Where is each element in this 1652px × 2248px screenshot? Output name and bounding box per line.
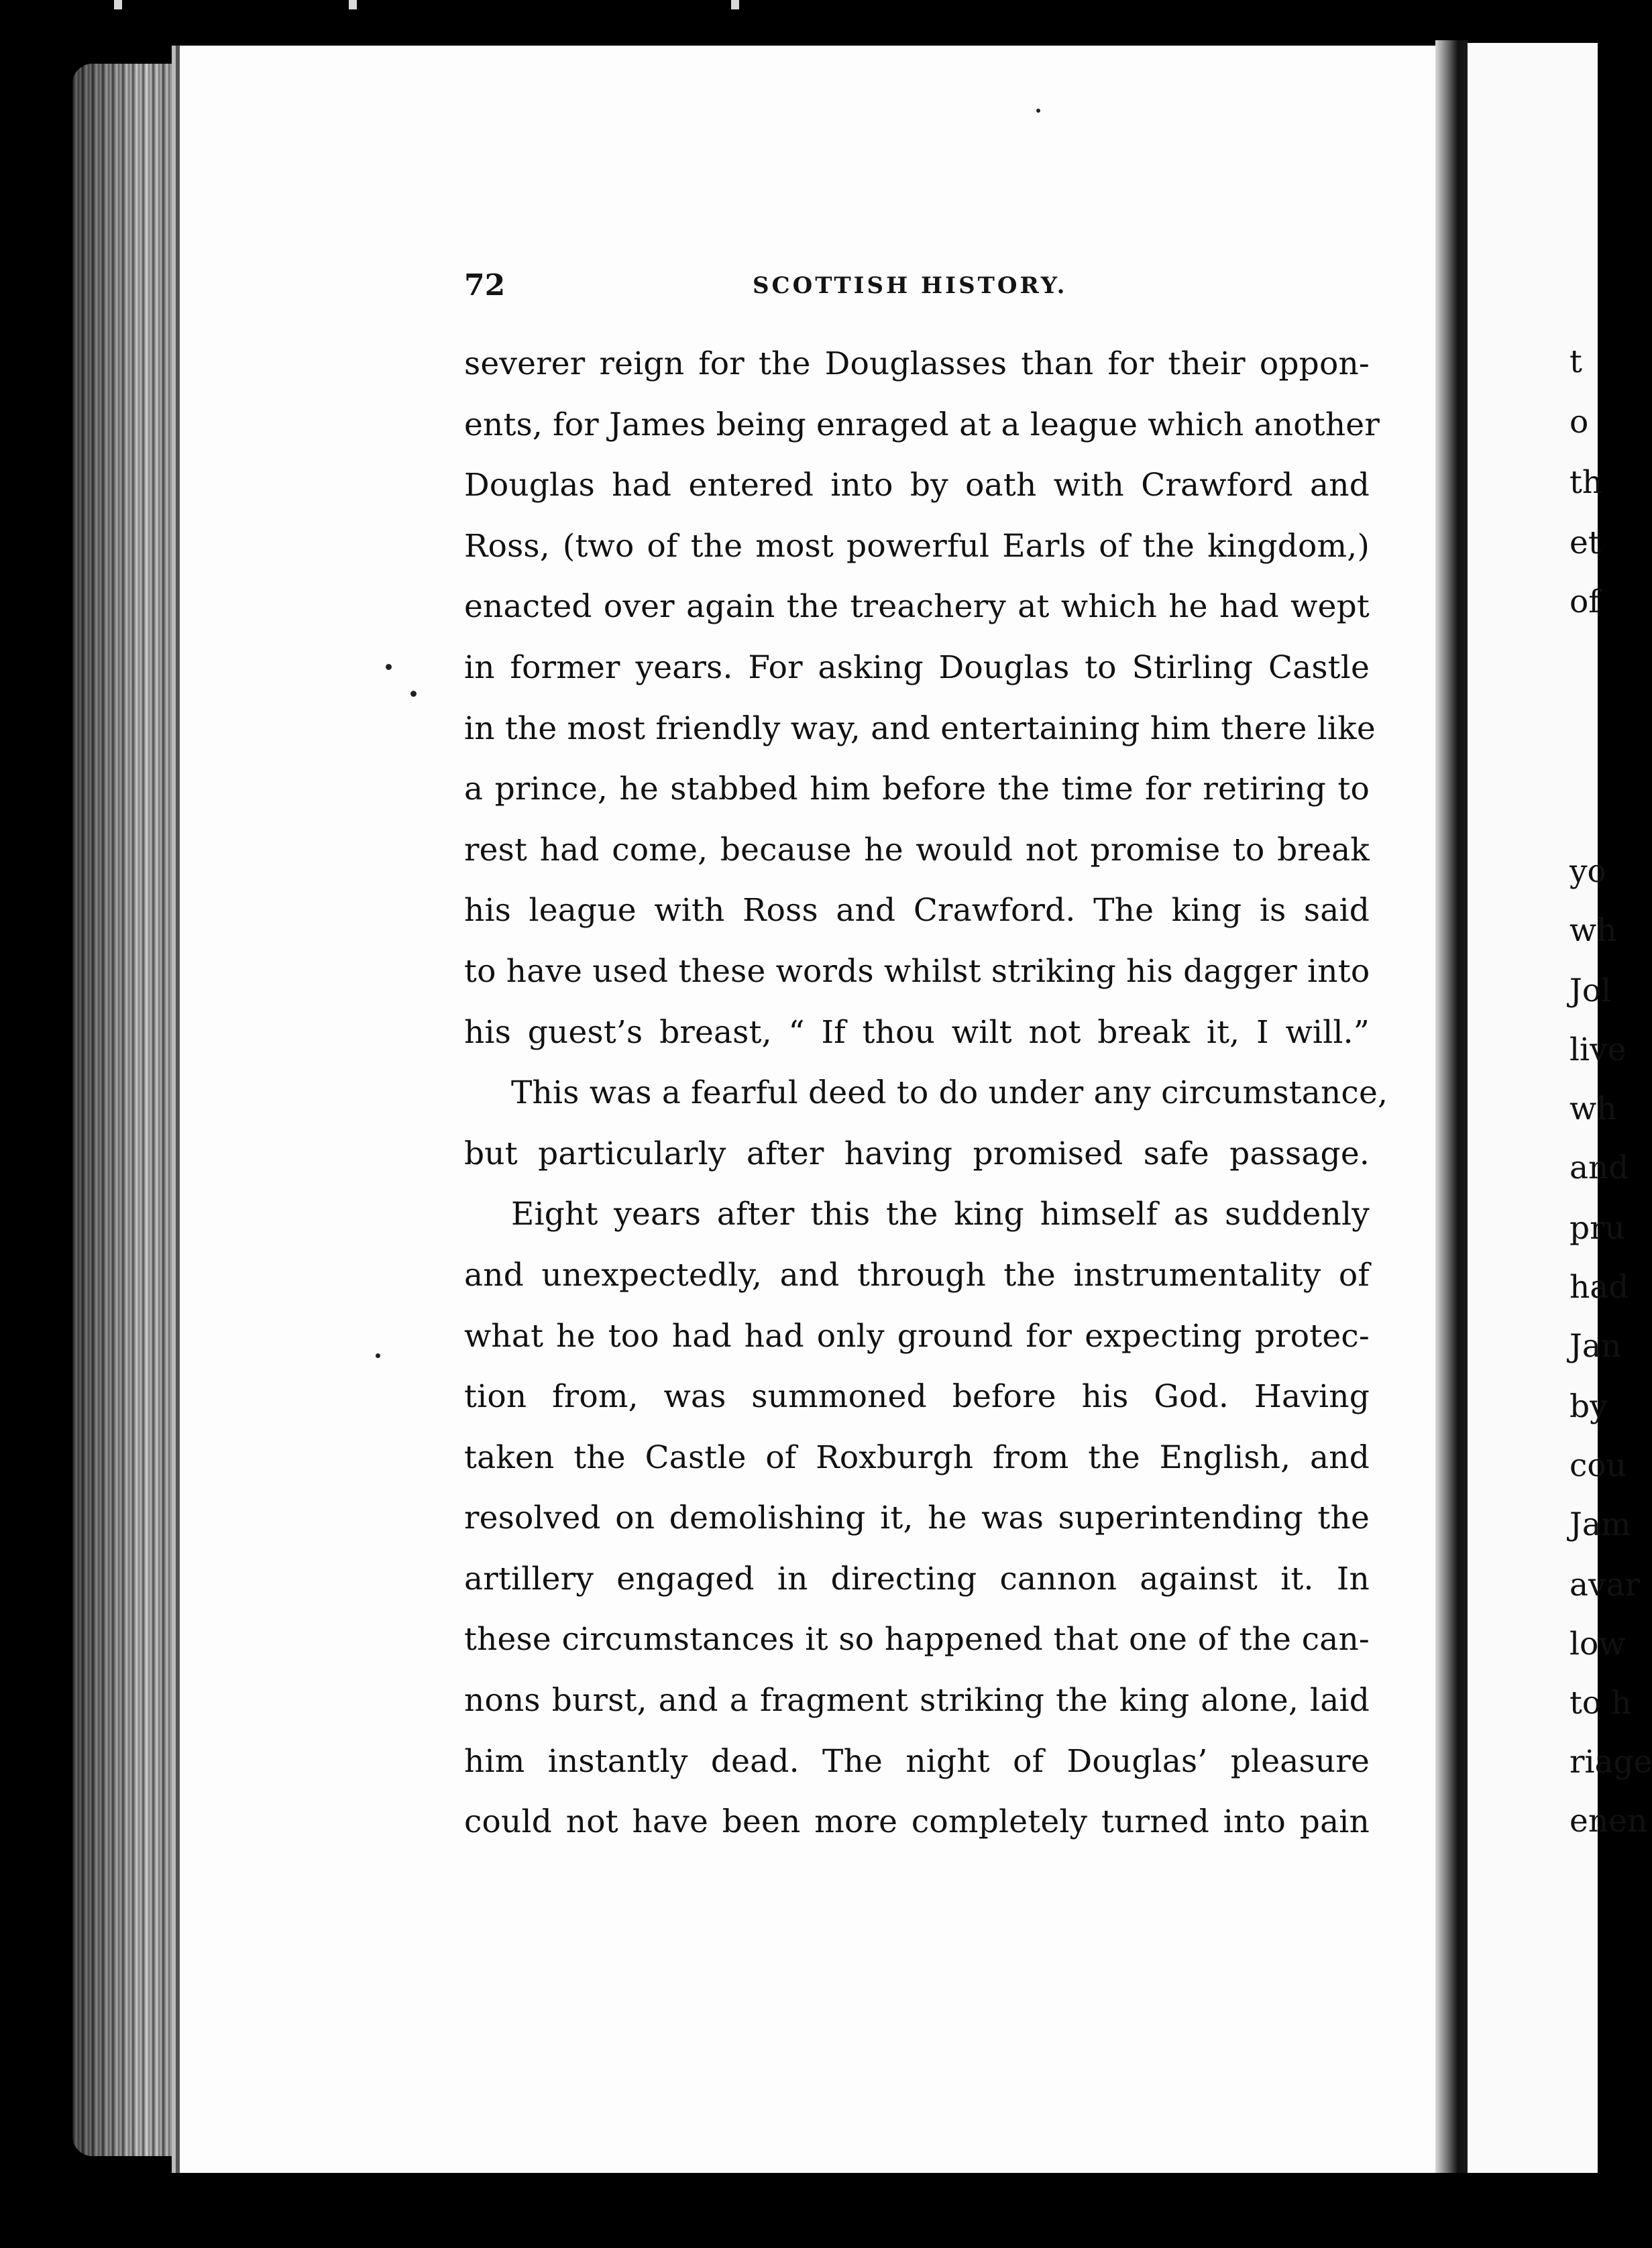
facing-page-fragment: by	[1570, 1388, 1608, 1425]
running-head: SCOTTISH HISTORY.	[753, 272, 1068, 299]
text-line: and unexpectedly, and through the instrumentality of	[464, 1256, 1370, 1294]
ink-speck	[410, 691, 417, 697]
text-line: rest had come, because he would not promise to break	[464, 831, 1370, 868]
page-number: 72	[464, 268, 506, 302]
text-line: ents, for James being enraged at a league which another	[464, 406, 1380, 443]
text-line: but particularly after having promised safe passage.	[464, 1135, 1370, 1172]
text-line: nons burst, and a fragment striking the king alone, laid	[464, 1682, 1370, 1720]
scan-corner-mark	[731, 0, 739, 9]
text-line: a prince, he stabbed him before the time for retiring to	[464, 771, 1370, 808]
facing-page-fragment: pru	[1570, 1210, 1625, 1247]
text-line: Douglas had entered into by oath with Crawford and	[464, 467, 1370, 504]
text-line: severer reign for the Douglasses than for their oppon-	[464, 345, 1370, 382]
page-header	[464, 268, 1363, 315]
facing-page-fragment: cou	[1570, 1447, 1627, 1484]
text-line: resolved on demolishing it, he was superintending the	[464, 1500, 1370, 1537]
text-line: these circumstances it so happened that one of the can-	[464, 1621, 1370, 1659]
ink-speck	[376, 1353, 380, 1358]
facing-page-fragment: riage	[1570, 1744, 1652, 1781]
facing-page-fragment: th	[1570, 464, 1603, 501]
text-line: his league with Ross and Crawford. The king is said	[464, 892, 1370, 930]
text-line: tion from, was summoned before his God. Having	[464, 1378, 1370, 1416]
text-line: what he too had had only ground for expecting protec-	[464, 1317, 1370, 1355]
facing-page-fragment: avar	[1570, 1567, 1641, 1604]
text-line: in former years. For asking Douglas to Stirling Castle	[464, 649, 1370, 686]
text-line: to have used these words whilst striking his dagger into	[464, 952, 1370, 990]
facing-page-fragment: and	[1570, 1149, 1629, 1186]
text-line: taken the Castle of Roxburgh from the English, and	[464, 1439, 1370, 1476]
facing-page-fragment: Jan	[1570, 1328, 1622, 1365]
facing-page-fragment: Jam	[1570, 1506, 1631, 1543]
scan-corner-mark	[114, 0, 122, 9]
facing-page-fragment: of	[1570, 583, 1600, 620]
text-line: artillery engaged in directing cannon against it. In	[464, 1560, 1370, 1597]
facing-page-fragment: live	[1570, 1031, 1627, 1068]
facing-page-fragment: had	[1570, 1269, 1629, 1306]
ink-speck	[1036, 109, 1040, 113]
facing-page-fragment: wh	[1570, 1090, 1617, 1127]
facing-page-fragment: wh	[1570, 912, 1617, 949]
text-line: could not have been more completely turned into pain	[464, 1803, 1370, 1841]
text-line: Ross, (two of the most powerful Earls of the kingdom,)	[464, 527, 1370, 565]
text-line: Eight years after this the king himself as suddenly	[511, 1196, 1370, 1233]
text-line: him instantly dead. The night of Douglas’ pleasure	[464, 1742, 1370, 1780]
facing-page-fragment: low	[1570, 1626, 1626, 1663]
book-page-edges	[72, 64, 193, 2156]
body-text	[464, 334, 1388, 1853]
ink-speck	[386, 664, 392, 670]
facing-page-fragment: enen	[1570, 1803, 1648, 1840]
scan-corner-mark	[349, 0, 357, 9]
facing-page-fragment: to h	[1570, 1685, 1632, 1722]
book-gutter	[1435, 40, 1468, 2173]
text-line: his guest’s breast, “ If thou wilt not break it, I will.”	[464, 1013, 1370, 1051]
text-line: This was a fearful deed to do under any circumstance,	[511, 1074, 1388, 1112]
facing-page-fragment: t	[1570, 343, 1582, 380]
facing-page-fragment: yo	[1570, 853, 1606, 890]
facing-page-fragment: Jol	[1570, 972, 1612, 1009]
facing-page-fragment: o	[1570, 404, 1589, 441]
text-line: in the most friendly way, and entertaining him there like	[464, 710, 1376, 747]
facing-page-fragment: et	[1570, 524, 1601, 561]
text-line: enacted over again the treachery at which he had wept	[464, 588, 1370, 626]
